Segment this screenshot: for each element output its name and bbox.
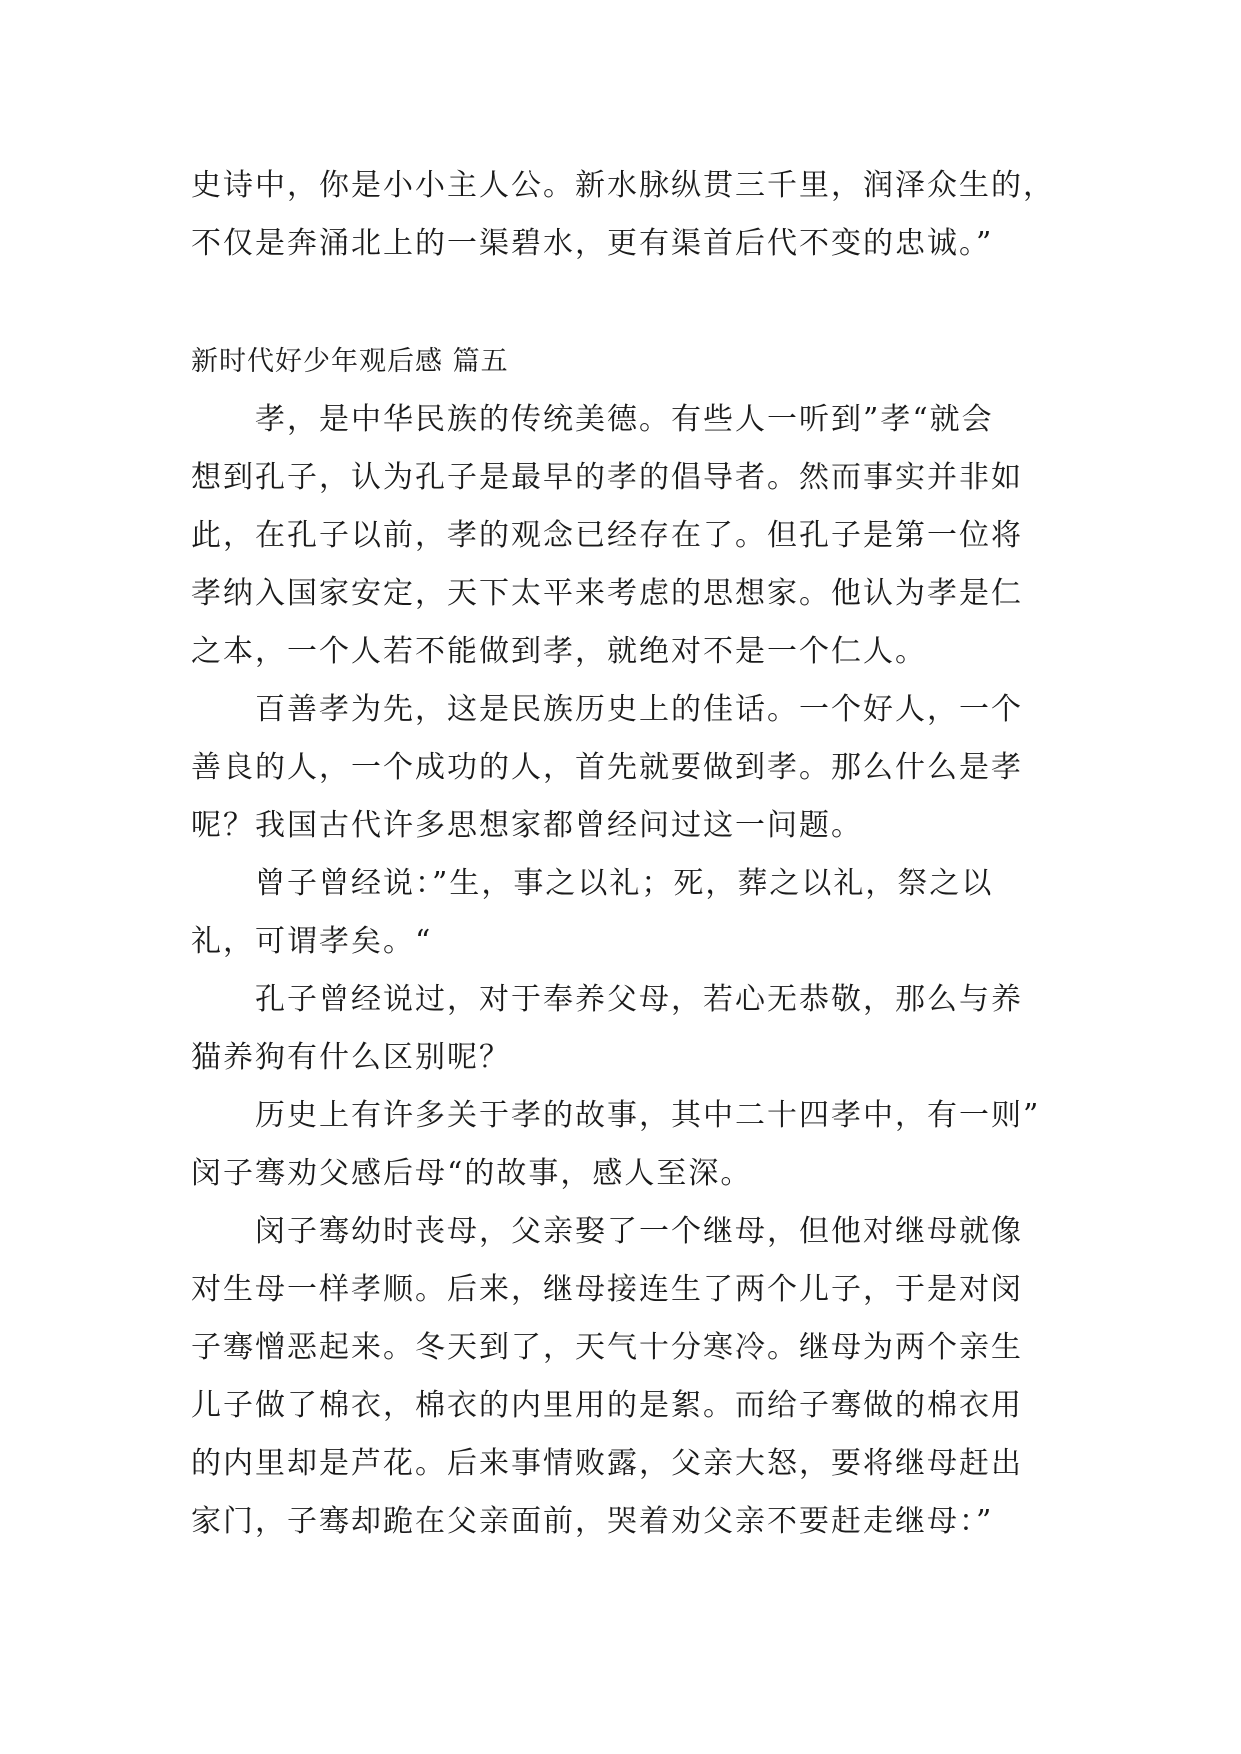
text-line: 猫养狗有什么区别呢？ <box>191 1040 511 1075</box>
text-line: 子骞憎恶起来。冬天到了，天气十分寒冷。继母为两个亲生 <box>191 1330 1023 1365</box>
text-line: 礼，可谓孝矣。“ <box>191 924 433 959</box>
paragraph-first-line: 闵子骞幼时丧母，父亲娶了一个继母，但他对继母就像 <box>255 1214 1023 1249</box>
text-line: 想到孔子，认为孔子是最早的孝的倡导者。然而事实并非如 <box>191 460 1023 495</box>
text-line: 对生母一样孝顺。后来，继母接连生了两个儿子，于是对闵 <box>191 1272 1023 1307</box>
text-line: 孝纳入国家安定，天下太平来考虑的思想家。他认为孝是仁 <box>191 576 1023 611</box>
text-line: 此，在孔子以前，孝的观念已经存在了。但孔子是第一位将 <box>191 518 1023 553</box>
paragraph-first-line: 孝，是中华民族的传统美德。有些人一听到”孝“就会 <box>255 402 994 437</box>
text-line: 之本，一个人若不能做到孝，就绝对不是一个仁人。 <box>191 634 927 669</box>
paragraph-first-line: 百善孝为先，这是民族历史上的佳话。一个好人，一个 <box>255 692 1023 727</box>
text-line: 不仅是奔涌北上的一渠碧水，更有渠首后代不变的忠诚。” <box>191 226 994 261</box>
text-line: 闵子骞劝父感后母“的故事，感人至深。 <box>191 1156 753 1191</box>
text-line: 善良的人，一个成功的人，首先就要做到孝。那么什么是孝 <box>191 750 1023 785</box>
paragraph-first-line: 曾子曾经说：”生，事之以礼；死，葬之以礼，祭之以 <box>255 866 994 901</box>
section-title: 新时代好少年观后感 篇五 <box>191 346 509 377</box>
text-line: 家门，子骞却跪在父亲面前，哭着劝父亲不要赶走继母：” <box>191 1504 994 1539</box>
text-line: 呢？我国古代许多思想家都曾经问过这一问题。 <box>191 808 863 843</box>
text-line: 史诗中，你是小小主人公。新水脉纵贯三千里，润泽众生的， <box>191 168 1055 203</box>
text-line: 的内里却是芦花。后来事情败露，父亲大怒，要将继母赶出 <box>191 1446 1023 1481</box>
paragraph-first-line: 历史上有许多关于孝的故事，其中二十四孝中，有一则” <box>255 1098 1041 1133</box>
text-line: 儿子做了棉衣，棉衣的内里用的是絮。而给子骞做的棉衣用 <box>191 1388 1023 1423</box>
paragraph-first-line: 孔子曾经说过，对于奉养父母，若心无恭敬，那么与养 <box>255 982 1023 1017</box>
